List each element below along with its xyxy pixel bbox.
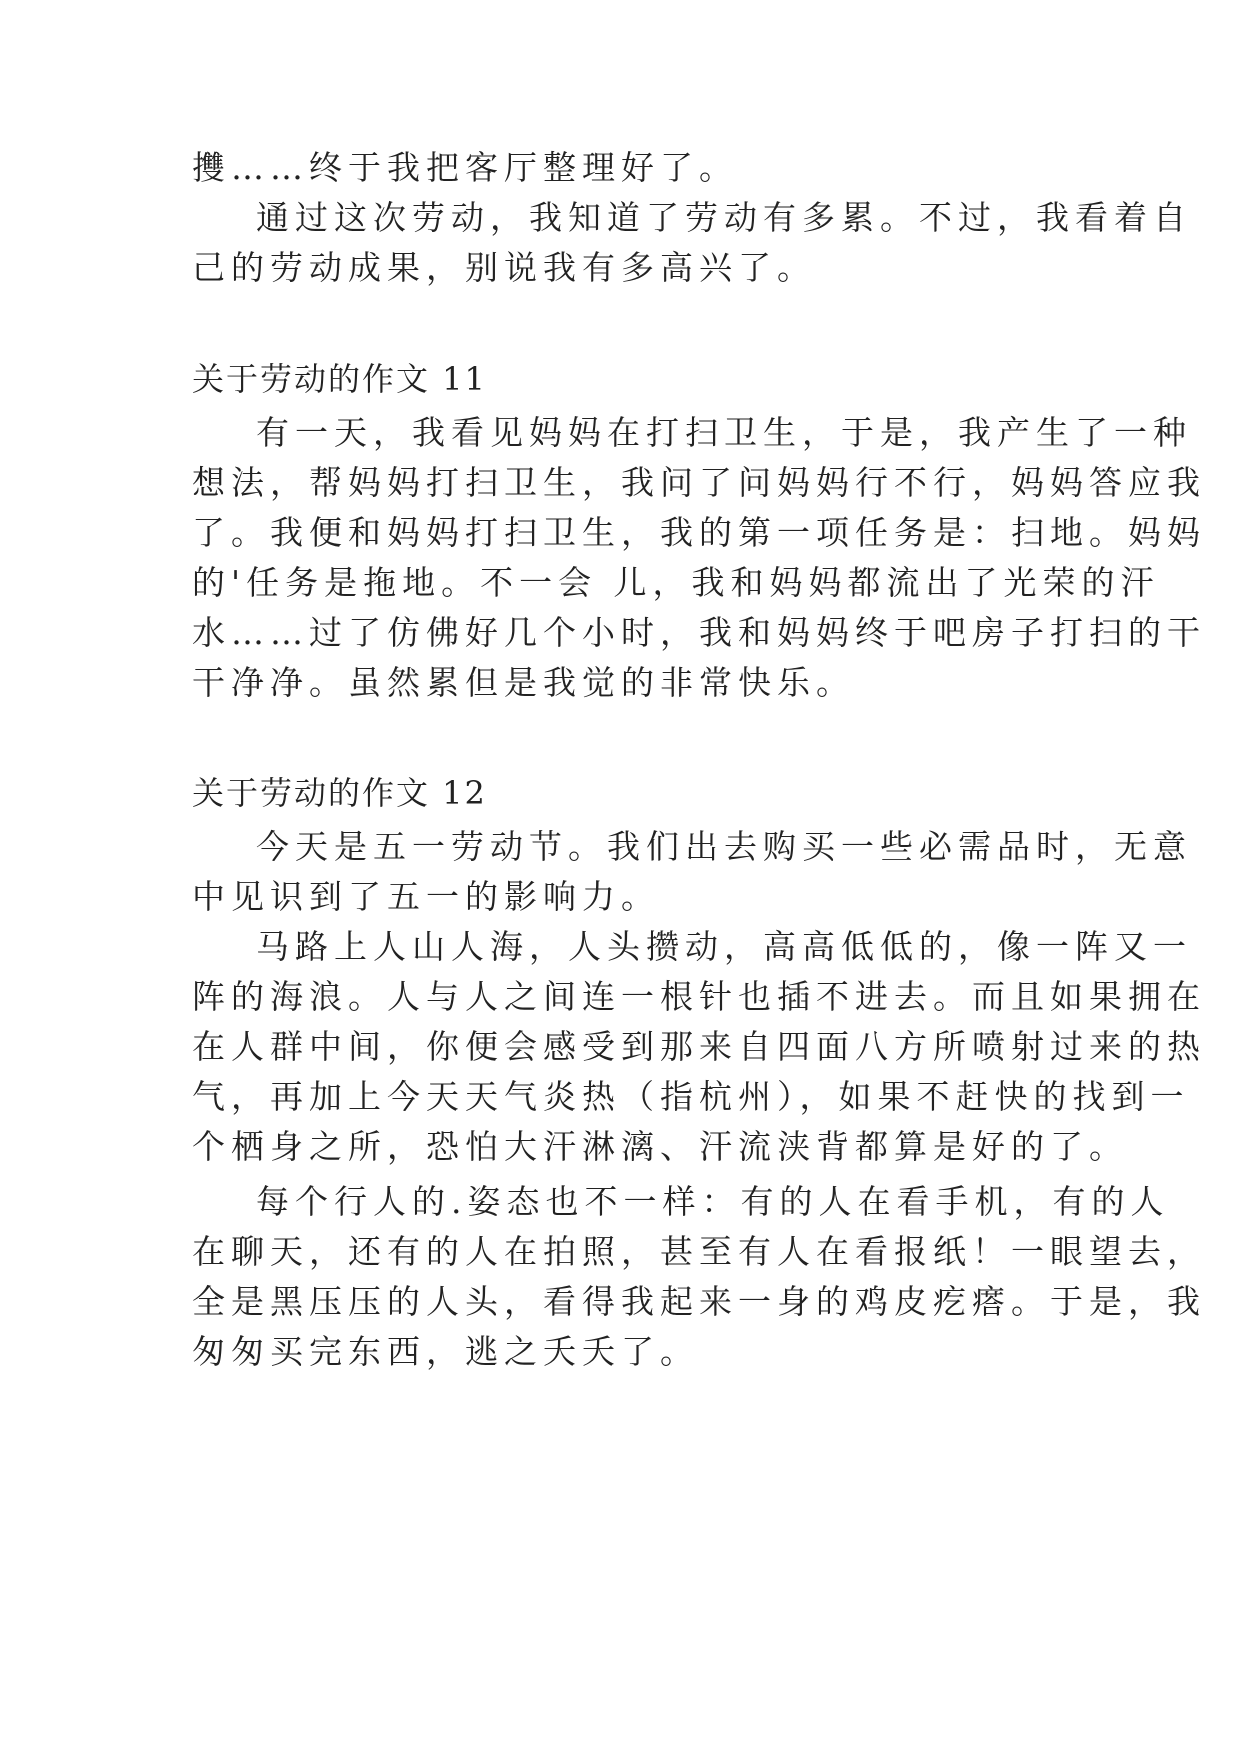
paragraph-line: 每个行人的.姿态也不一样：有的人在看手机，有的人 [256,1182,1170,1221]
paragraph-line: 中见识到了五一的影响力。 [192,877,660,916]
paragraph-line: 有一天，我看见妈妈在打扫卫生，于是，我产生了一种 [256,413,1192,452]
paragraph-line: 匆匆买完东西，逃之夭夭了。 [192,1332,699,1371]
paragraph-line: 马路上人山人海，人头攒动，高高低低的，像一阵又一 [256,927,1192,966]
paragraph-line: 通过这次劳动，我知道了劳动有多累。不过，我看着自 [256,198,1192,237]
paragraph-line: 全是黑压压的人头，看得我起来一身的鸡皮疙瘩。于是，我 [192,1282,1206,1321]
paragraph-line: 水……过了仿佛好几个小时，我和妈妈终于吧房子打扫的干 [192,613,1206,652]
essay-heading-11: 关于劳动的作文 11 [192,360,487,398]
paragraph-line: 的'任务是拖地。不一会 儿，我和妈妈都流出了光荣的汗 [192,563,1160,602]
paragraph-line: 在人群中间，你便会感受到那来自四面八方所喷射过来的热 [192,1027,1206,1066]
paragraph-line: 了。我便和妈妈打扫卫生，我的第一项任务是：扫地。妈妈 [192,513,1206,552]
paragraph-line: 个栖身之所，恐怕大汗淋漓、汗流浃背都算是好的了。 [192,1127,1128,1166]
paragraph-line: 在聊天，还有的人在拍照，甚至有人在看报纸！一眼望去， [192,1232,1206,1271]
paragraph-line: 干净净。虽然累但是我觉的非常快乐。 [192,663,855,702]
paragraph-line: 想法，帮妈妈打扫卫生，我问了问妈妈行不行，妈妈答应我 [192,463,1206,502]
paragraph-line: 今天是五一劳动节。我们出去购买一些必需品时，无意 [256,827,1192,866]
essay-heading-12: 关于劳动的作文 12 [192,774,487,812]
paragraph-line: 㩳……终于我把客厅整理好了。 [192,148,738,187]
paragraph-line: 气，再加上今天天气炎热（指杭州），如果不赶快的找到一 [192,1077,1190,1116]
paragraph-line: 己的劳动成果，别说我有多高兴了。 [192,248,816,287]
paragraph-line: 阵的海浪。人与人之间连一根针也插不进去。而且如果拥在 [192,977,1206,1016]
